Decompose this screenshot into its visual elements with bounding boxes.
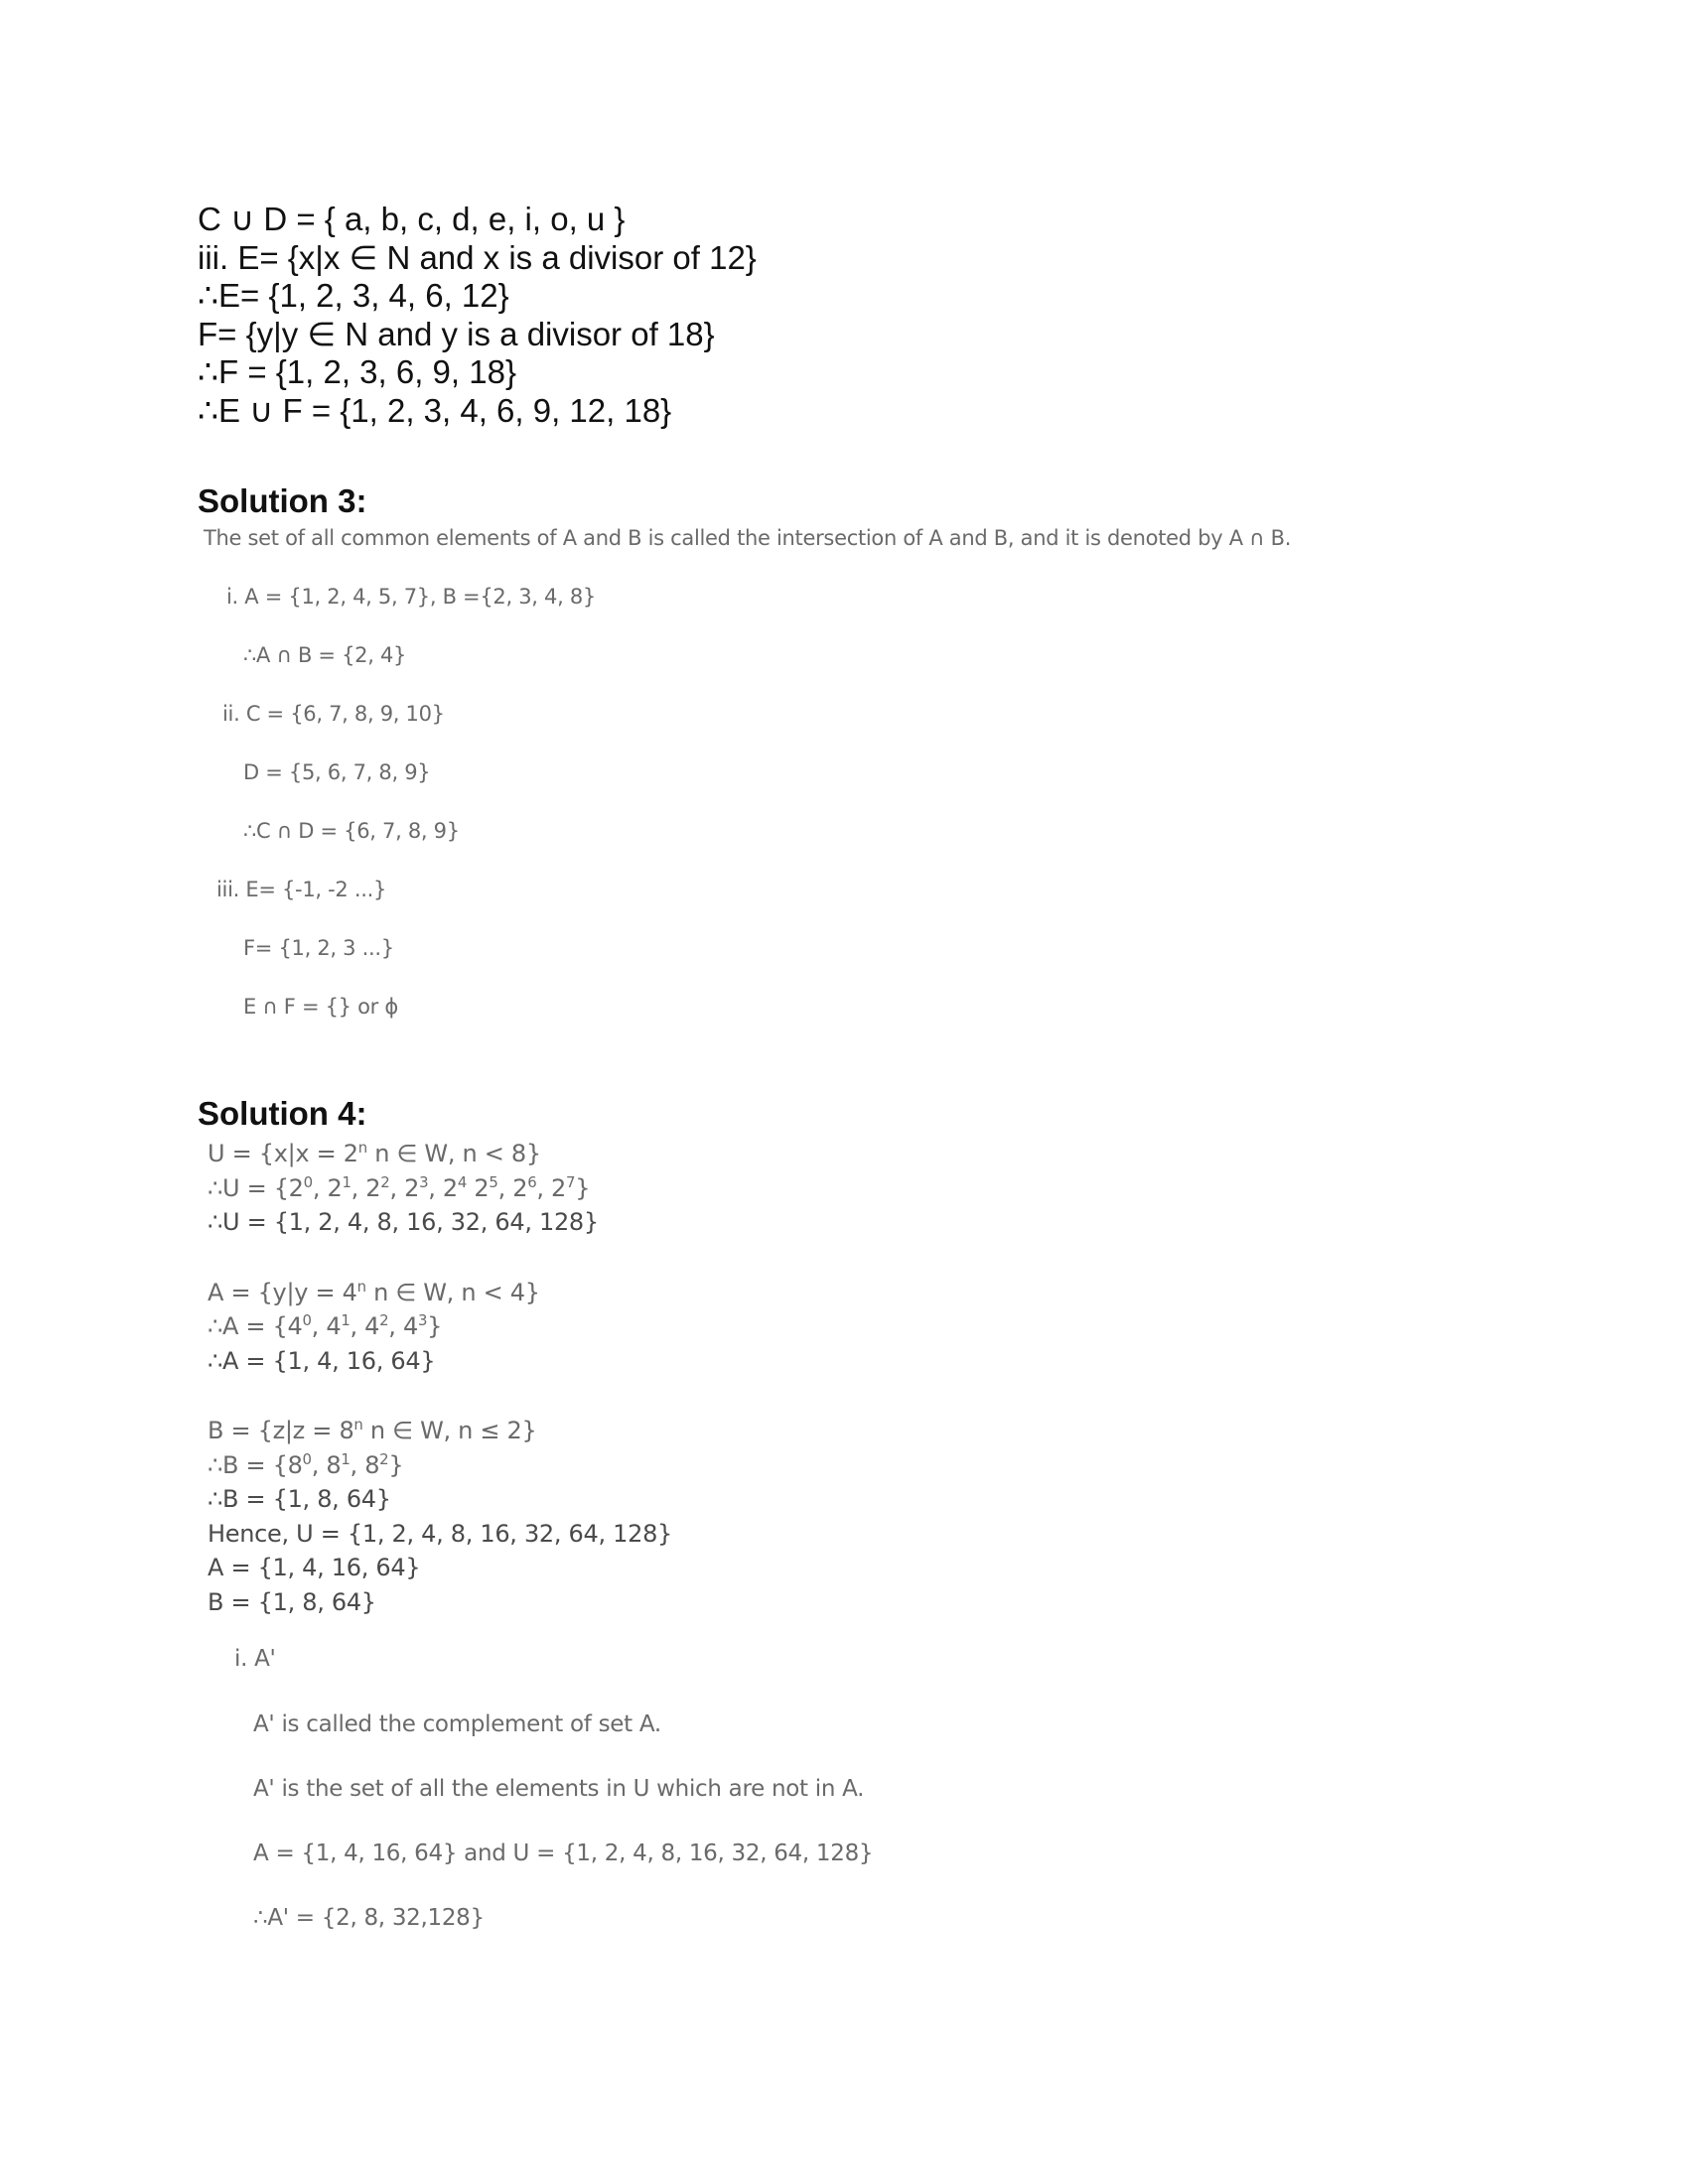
summary-line: Hence, U = {1, 2, 4, 8, 16, 32, 64, 128}	[208, 1519, 673, 1548]
part-i-line: A' is the set of all the elements in U which are not in A.	[253, 1776, 865, 1802]
text-line: ∴F = {1, 2, 3, 6, 9, 18}	[198, 353, 516, 391]
text-line: F= {y|y ∈ N and y is a divisor of 18}	[198, 315, 715, 352]
summary-line: B = {1, 8, 64}	[208, 1587, 376, 1616]
set-a-definition: $A = \{y|y = 4^n$ n ∈ W, n < 4}	[208, 1277, 540, 1306]
part-i-label: i. A'	[234, 1646, 276, 1672]
solution-3-line: ii. C = {6, 7, 8, 9, 10}	[222, 702, 445, 726]
text-line: iii. E= {x|x ∈ N and x is a divisor of 12}	[198, 238, 757, 276]
solution-3-line: F= {1, 2, 3 ...}	[243, 936, 394, 960]
solution-3-line: ∴C ∩ D = {6, 7, 8, 9}	[243, 819, 460, 843]
set-u-values: ∴U = {1, 2, 4, 8, 16, 32, 64, 128}	[208, 1208, 599, 1236]
set-b-powers: ∴B = {$8^0$, $8^1$, $8^2$}	[208, 1449, 404, 1479]
set-a-values: ∴A = {1, 4, 16, 64}	[208, 1346, 436, 1375]
set-u-powers: ∴U = {$2^0$, $2^1$, $2^2$, $2^3$, $2^4$ $2^5$, $2^6$, $2^7$}	[208, 1172, 591, 1202]
part-i-line: A = {1, 4, 16, 64} and U = {1, 2, 4, 8, 16, 32, 64, 128}	[253, 1841, 874, 1866]
text-line: ∴E ∪ F = {1, 2, 3, 4, 6, 9, 12, 18}	[198, 391, 672, 429]
solution-3-line: i. A = {1, 2, 4, 5, 7}, B ={2, 3, 4, 8}	[226, 585, 596, 609]
set-u-definition: $U = \{x|x = 2^n$ n ∈ W, n < 8}	[208, 1139, 541, 1167]
set-a-powers: ∴A = {$4^0$, $4^1$, $4^2$, $4^3$}	[208, 1311, 443, 1340]
set-b-values: ∴B = {1, 8, 64}	[208, 1485, 391, 1513]
solution-3-line: E ∩ F = {} or ϕ	[243, 995, 398, 1019]
solution-3-line: iii. E= {-1, -2 ...}	[216, 878, 387, 901]
summary-line: A = {1, 4, 16, 64}	[208, 1554, 421, 1581]
set-b-definition: $B = \{z|z = 8^n$ n ∈ W, n ≤ 2}	[208, 1416, 537, 1444]
set-union-continuation	[198, 201, 1389, 431]
spacer	[208, 1240, 672, 1276]
solution-3-intro: The set of all common elements of A and B is called the intersection of A and B, and it is denoted by A ∩ B.	[204, 526, 1292, 550]
text-line: C ∪ D = { a, b, c, d, e, i, o, u }	[198, 201, 626, 237]
part-i-line: ∴A' = {2, 8, 32,128}	[253, 1905, 485, 1931]
spacer	[208, 1378, 672, 1414]
solution-3-heading: Solution 3:	[198, 482, 367, 519]
part-i-line: A' is called the complement of set A.	[253, 1711, 661, 1737]
solution-3-line: ∴A ∩ B = {2, 4}	[243, 643, 407, 667]
solution-4-heading: Solution 4:	[198, 1095, 367, 1132]
solution-3-line: D = {5, 6, 7, 8, 9}	[243, 760, 431, 784]
text-line: ∴E= {1, 2, 3, 4, 6, 12}	[198, 277, 509, 315]
solution-4-derivations	[208, 1137, 672, 1619]
